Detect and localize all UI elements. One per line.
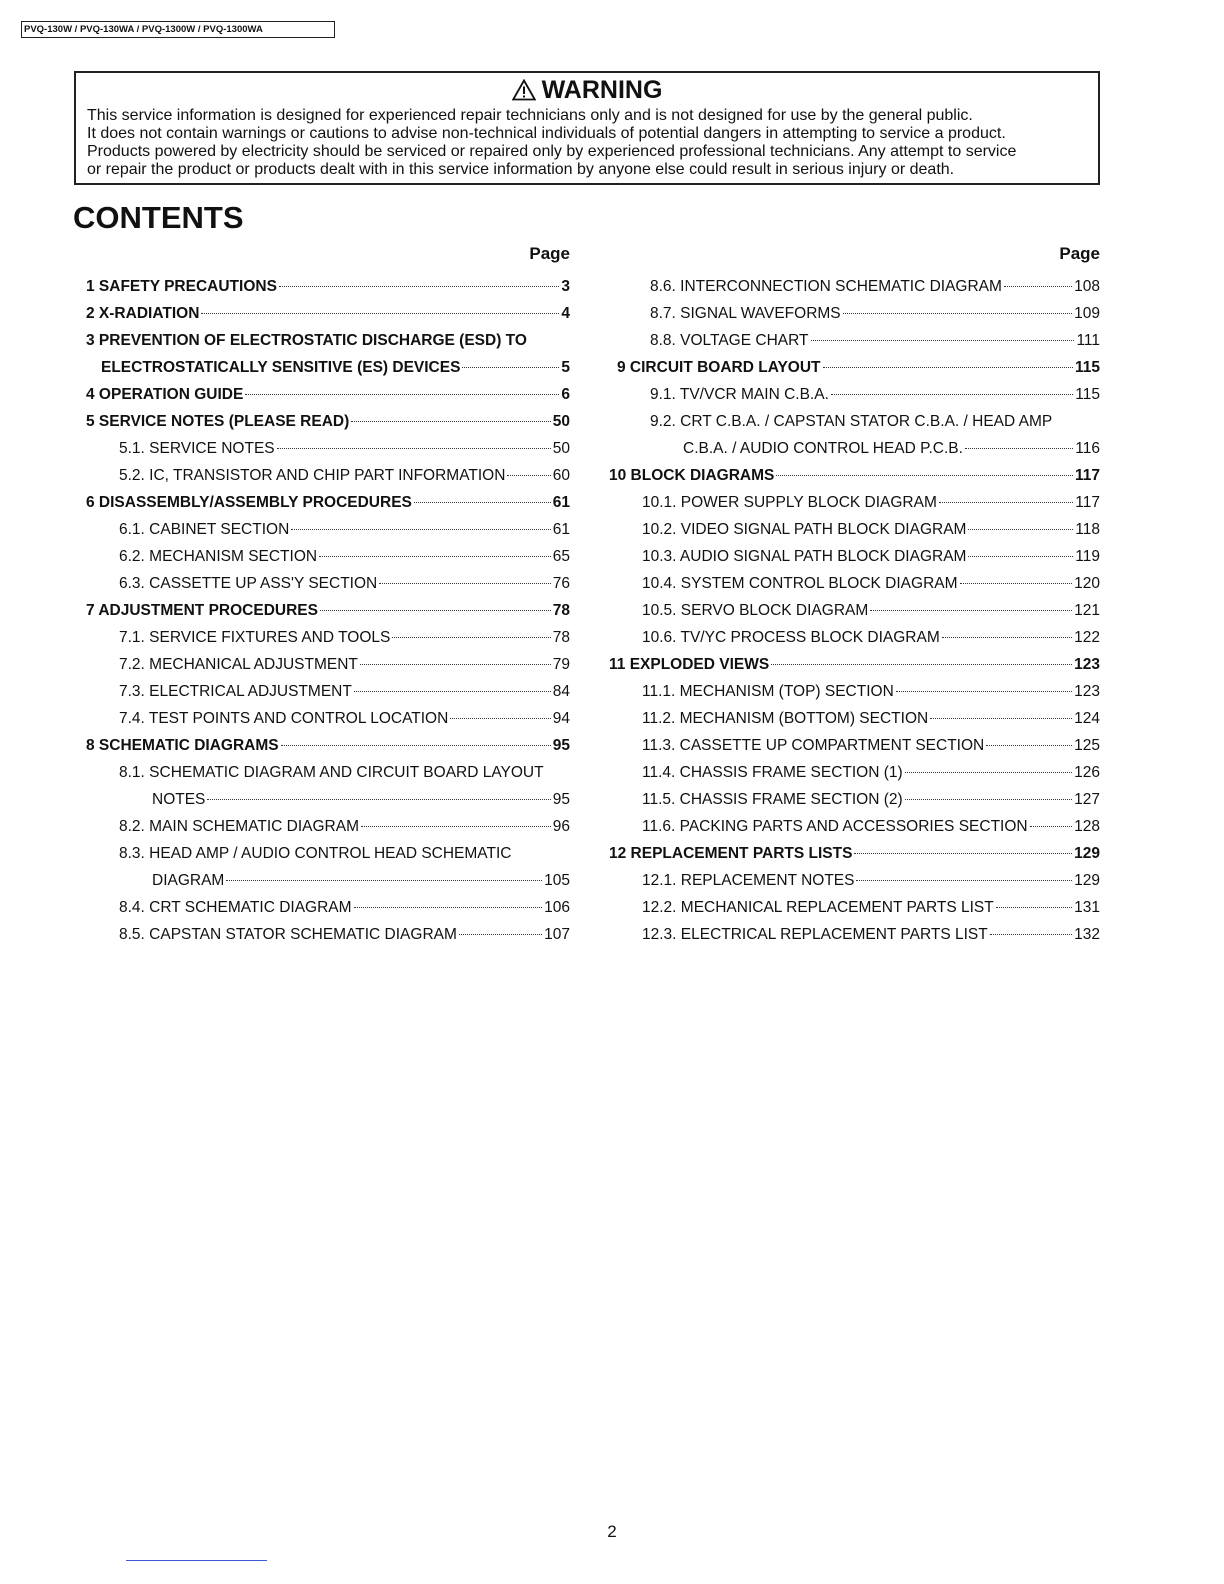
toc-entry-page: 123 — [1074, 656, 1100, 673]
toc-entry-page: 106 — [544, 899, 570, 916]
toc-leader-dots — [965, 448, 1073, 449]
toc-entry[interactable] — [152, 871, 570, 891]
toc-entry-page: 111 — [1076, 332, 1100, 349]
toc-entry-title: 8.3. HEAD AMP / AUDIO CONTROL HEAD SCHEMATIC — [119, 845, 512, 862]
toc-leader-dots — [207, 799, 550, 800]
toc-entry-title: 11.4. CHASSIS FRAME SECTION (1) — [642, 764, 903, 781]
toc-entry-title: 10 BLOCK DIAGRAMS — [609, 467, 775, 484]
toc-entry[interactable] — [86, 304, 570, 324]
toc-leader-dots — [201, 313, 559, 314]
toc-entry-page: 115 — [1075, 386, 1100, 403]
toc-entry[interactable] — [152, 790, 570, 810]
toc-entry[interactable] — [86, 385, 570, 405]
toc-entry[interactable] — [683, 439, 1100, 459]
toc-entry[interactable] — [101, 358, 570, 378]
toc-entry[interactable] — [119, 682, 570, 702]
toc-entry-title: 11 EXPLODED VIEWS — [609, 656, 770, 673]
toc-entry-title: 10.6. TV/YC PROCESS BLOCK DIAGRAM — [642, 629, 940, 646]
toc-leader-dots — [771, 664, 1072, 665]
toc-entry-page: 117 — [1075, 494, 1100, 511]
toc-entry-page: 84 — [552, 683, 570, 700]
toc-entry-page: 96 — [552, 818, 570, 835]
toc-entry-title: 7.3. ELECTRICAL ADJUSTMENT — [119, 683, 352, 700]
toc-entry-page: 50 — [552, 440, 570, 457]
toc-entry-title: 10.2. VIDEO SIGNAL PATH BLOCK DIAGRAM — [642, 521, 967, 538]
toc-leader-dots — [379, 583, 551, 584]
toc-entry[interactable] — [119, 763, 570, 783]
toc-entry[interactable] — [642, 790, 1100, 810]
toc-leader-dots — [905, 772, 1072, 773]
toc-entry-page: 117 — [1074, 467, 1100, 484]
toc-entry-title: 5.2. IC, TRANSISTOR AND CHIP PART INFORMATION — [119, 467, 506, 484]
toc-entry-title: 12 REPLACEMENT PARTS LISTS — [609, 845, 853, 862]
toc-entry-page: 123 — [1074, 683, 1100, 700]
toc-entry-title: 5 SERVICE NOTES (PLEASE READ) — [86, 413, 350, 430]
toc-entry-title: 11.2. MECHANISM (BOTTOM) SECTION — [642, 710, 929, 727]
toc-entry[interactable] — [650, 331, 1100, 351]
toc-entry-title: 8.8. VOLTAGE CHART — [650, 332, 809, 349]
toc-entry[interactable] — [86, 493, 570, 513]
page-number: 2 — [607, 1522, 617, 1541]
toc-entry-page: 61 — [552, 494, 570, 511]
toc-entry[interactable] — [609, 466, 1100, 486]
toc-entry-page: 6 — [561, 386, 570, 403]
toc-entry[interactable] — [642, 709, 1100, 729]
toc-leader-dots — [968, 529, 1073, 530]
toc-entry[interactable] — [86, 331, 570, 351]
toc-entry[interactable] — [609, 655, 1100, 675]
toc-leader-dots — [856, 880, 1072, 881]
warning-triangle-icon — [512, 79, 536, 101]
toc-entry[interactable] — [119, 628, 570, 648]
toc-entry-page: 94 — [552, 710, 570, 727]
toc-entry-page: 76 — [552, 575, 570, 592]
toc-entry-title: 11.1. MECHANISM (TOP) SECTION — [642, 683, 894, 700]
toc-entry-title: 12.2. MECHANICAL REPLACEMENT PARTS LIST — [642, 899, 994, 916]
toc-leader-dots — [360, 664, 551, 665]
toc-leader-dots — [968, 556, 1073, 557]
toc-entry-title: NOTES — [152, 791, 206, 808]
model-tag: PVQ-130W / PVQ-130WA / PVQ-1300W / PVQ-1300WA — [21, 21, 335, 38]
toc-entry-title: 10.1. POWER SUPPLY BLOCK DIAGRAM — [642, 494, 937, 511]
toc-entry[interactable] — [642, 520, 1100, 540]
toc-entry-page: 95 — [552, 737, 570, 754]
toc-leader-dots — [277, 448, 551, 449]
toc-entry[interactable] — [86, 412, 570, 432]
toc-entry-title: 7 ADJUSTMENT PROCEDURES — [86, 602, 318, 619]
toc-entry-title: 9.2. CRT C.B.A. / CAPSTAN STATOR C.B.A. / HEAD AMP — [650, 413, 1053, 430]
toc-entry[interactable] — [642, 574, 1100, 594]
toc-entry[interactable] — [642, 871, 1100, 891]
toc-entry-title: 8 SCHEMATIC DIAGRAMS — [86, 737, 279, 754]
toc-entry-page: 60 — [552, 467, 570, 484]
toc-entry[interactable] — [119, 655, 570, 675]
warning-line: This service information is designed for experienced repair technicians only and is not designed for use by the general public. — [87, 107, 973, 124]
toc-entry-title: 6 DISASSEMBLY/ASSEMBLY PROCEDURES — [86, 494, 412, 511]
toc-entry[interactable] — [642, 898, 1100, 918]
toc-entry[interactable] — [617, 358, 1100, 378]
toc-entry-page: 3 — [561, 278, 570, 295]
toc-entry-title: 12.3. ELECTRICAL REPLACEMENT PARTS LIST — [642, 926, 988, 943]
toc-entry-page: 120 — [1074, 575, 1100, 592]
toc-leader-dots — [361, 826, 551, 827]
toc-leader-dots — [843, 313, 1072, 314]
toc-entry-title: 6.1. CABINET SECTION — [119, 521, 290, 538]
toc-entry-title: 3 PREVENTION OF ELECTROSTATIC DISCHARGE (ESD) TO — [86, 332, 527, 349]
toc-entry-title: 7.1. SERVICE FIXTURES AND TOOLS — [119, 629, 391, 646]
toc-entry-page: 65 — [552, 548, 570, 565]
toc-entry[interactable] — [86, 601, 570, 621]
page-column-header-right: Page — [1059, 244, 1100, 263]
warning-title-text: WARNING — [541, 76, 663, 104]
toc-leader-dots — [414, 502, 551, 503]
toc-entry-page: 105 — [544, 872, 570, 889]
toc-entry[interactable] — [119, 466, 570, 486]
toc-leader-dots — [905, 799, 1072, 800]
toc-leader-dots — [392, 637, 550, 638]
toc-leader-dots — [450, 718, 550, 719]
toc-entry-page: 129 — [1074, 872, 1100, 889]
toc-entry-title: 8.1. SCHEMATIC DIAGRAM AND CIRCUIT BOARD LAYOUT — [119, 764, 544, 781]
toc-entry-page: 115 — [1074, 359, 1100, 376]
toc-entry-title: 8.6. INTERCONNECTION SCHEMATIC DIAGRAM — [650, 278, 1002, 295]
toc-leader-dots — [291, 529, 550, 530]
toc-entry[interactable] — [642, 547, 1100, 567]
toc-entry[interactable] — [650, 412, 1100, 432]
toc-entry-page: 109 — [1074, 305, 1100, 322]
toc-entry-title: 11.5. CHASSIS FRAME SECTION (2) — [642, 791, 903, 808]
toc-entry[interactable] — [650, 385, 1100, 405]
toc-entry-page: 121 — [1074, 602, 1100, 619]
warning-box — [74, 71, 1100, 185]
toc-entry[interactable] — [119, 574, 570, 594]
page-column-header-left: Page — [529, 244, 570, 263]
toc-entry-page: 4 — [561, 305, 570, 322]
toc-leader-dots — [996, 907, 1072, 908]
toc-entry-page: 128 — [1074, 818, 1100, 835]
toc-entry-page: 119 — [1075, 548, 1100, 565]
toc-leader-dots — [776, 475, 1073, 476]
toc-entry-page: 127 — [1074, 791, 1100, 808]
toc-entry-title: 12.1. REPLACEMENT NOTES — [642, 872, 855, 889]
toc-leader-dots — [459, 934, 542, 935]
toc-entry[interactable] — [642, 493, 1100, 513]
toc-entry-page: 5 — [561, 359, 570, 376]
toc-leader-dots — [831, 394, 1073, 395]
toc-entry-page: 122 — [1074, 629, 1100, 646]
toc-entry-title: 2 X-RADIATION — [86, 305, 200, 322]
toc-leader-dots — [462, 367, 559, 368]
toc-entry[interactable] — [119, 925, 570, 945]
warning-title — [76, 74, 1098, 106]
toc-entry[interactable] — [119, 520, 570, 540]
footer-link-underline — [126, 1560, 267, 1561]
toc-entry[interactable] — [650, 277, 1100, 297]
toc-leader-dots — [226, 880, 542, 881]
toc-entry-title: 7.2. MECHANICAL ADJUSTMENT — [119, 656, 358, 673]
toc-entry[interactable] — [642, 601, 1100, 621]
toc-entry-page: 132 — [1074, 926, 1100, 943]
toc-entry-title: 6.2. MECHANISM SECTION — [119, 548, 318, 565]
toc-entry-title: DIAGRAM — [152, 872, 225, 889]
toc-entry[interactable] — [119, 547, 570, 567]
toc-entry-title: 6.3. CASSETTE UP ASS'Y SECTION — [119, 575, 378, 592]
toc-entry[interactable] — [86, 277, 570, 297]
toc-entry-title: 8.5. CAPSTAN STATOR SCHEMATIC DIAGRAM — [119, 926, 457, 943]
toc-entry[interactable] — [86, 736, 570, 756]
toc-entry[interactable] — [642, 925, 1100, 945]
toc-entry-title: 8.2. MAIN SCHEMATIC DIAGRAM — [119, 818, 359, 835]
toc-entry-title: ELECTROSTATICALLY SENSITIVE (ES) DEVICES — [101, 359, 461, 376]
toc-entry[interactable] — [642, 817, 1100, 837]
toc-leader-dots — [896, 691, 1072, 692]
toc-leader-dots — [354, 907, 543, 908]
toc-leader-dots — [870, 610, 1072, 611]
toc-entry[interactable] — [119, 817, 570, 837]
toc-entry-title: 8.7. SIGNAL WAVEFORMS — [650, 305, 841, 322]
toc-entry-page: 116 — [1075, 440, 1100, 457]
toc-entry-title: 10.3. AUDIO SIGNAL PATH BLOCK DIAGRAM — [642, 548, 967, 565]
toc-entry-page: 125 — [1074, 737, 1100, 754]
toc-entry-title: 10.4. SYSTEM CONTROL BLOCK DIAGRAM — [642, 575, 958, 592]
toc-entry[interactable] — [642, 682, 1100, 702]
toc-entry-page: 79 — [552, 656, 570, 673]
toc-entry[interactable] — [609, 844, 1100, 864]
toc-leader-dots — [319, 556, 551, 557]
toc-leader-dots — [320, 610, 551, 611]
toc-entry-page: 78 — [552, 602, 570, 619]
toc-entry-title: 8.4. CRT SCHEMATIC DIAGRAM — [119, 899, 352, 916]
toc-leader-dots — [990, 934, 1072, 935]
toc-leader-dots — [930, 718, 1072, 719]
toc-entry[interactable] — [642, 628, 1100, 648]
contents-title: CONTENTS — [73, 200, 244, 235]
warning-line: or repair the product or products dealt with in this service information by anyone else could result in serious injury or death. — [87, 161, 955, 178]
toc-entry-title: 5.1. SERVICE NOTES — [119, 440, 275, 457]
toc-entry-title: 11.3. CASSETTE UP COMPARTMENT SECTION — [642, 737, 985, 754]
toc-entry-title: 1 SAFETY PRECAUTIONS — [86, 278, 277, 295]
toc-entry[interactable] — [119, 898, 570, 918]
toc-leader-dots — [351, 421, 550, 422]
toc-entry[interactable] — [642, 763, 1100, 783]
toc-entry-page: 61 — [552, 521, 570, 538]
toc-entry-page: 124 — [1074, 710, 1100, 727]
toc-leader-dots — [1004, 286, 1072, 287]
toc-entry-page: 108 — [1074, 278, 1100, 295]
toc-entry-page: 50 — [552, 413, 570, 430]
toc-entry-page: 78 — [552, 629, 570, 646]
toc-entry[interactable] — [650, 304, 1100, 324]
toc-entry[interactable] — [119, 709, 570, 729]
toc-entry-title: 4 OPERATION GUIDE — [86, 386, 244, 403]
warning-line: Products powered by electricity should be serviced or repaired only by experienced professional technicians. Any attempt to service — [87, 143, 1017, 160]
toc-leader-dots — [354, 691, 551, 692]
toc-entry[interactable] — [119, 439, 570, 459]
toc-leader-dots — [281, 745, 551, 746]
toc-entry-title: 9 CIRCUIT BOARD LAYOUT — [617, 359, 821, 376]
toc-leader-dots — [279, 286, 559, 287]
toc-entry-page: 95 — [552, 791, 570, 808]
toc-entry-page: 126 — [1074, 764, 1100, 781]
toc-entry-title: 9.1. TV/VCR MAIN C.B.A. — [650, 386, 829, 403]
toc-entry-page: 118 — [1075, 521, 1100, 538]
toc-entry-page: 131 — [1074, 899, 1100, 916]
toc-leader-dots — [854, 853, 1072, 854]
toc-leader-dots — [942, 637, 1072, 638]
toc-entry-page: 129 — [1074, 845, 1100, 862]
toc-entry-title: C.B.A. / AUDIO CONTROL HEAD P.C.B. — [683, 440, 963, 457]
toc-leader-dots — [1030, 826, 1073, 827]
toc-leader-dots — [986, 745, 1072, 746]
toc-entry[interactable] — [119, 844, 570, 864]
warning-line: It does not contain warnings or cautions to advise non-technical individuals of potential dangers in attempting to service a product. — [87, 125, 1006, 142]
toc-entry-title: 11.6. PACKING PARTS AND ACCESSORIES SECTION — [642, 818, 1028, 835]
toc-leader-dots — [245, 394, 559, 395]
toc-entry-title: 7.4. TEST POINTS AND CONTROL LOCATION — [119, 710, 449, 727]
toc-leader-dots — [811, 340, 1075, 341]
toc-leader-dots — [823, 367, 1073, 368]
toc-entry-page: 107 — [544, 926, 570, 943]
toc-leader-dots — [939, 502, 1073, 503]
toc-entry-title: 10.5. SERVO BLOCK DIAGRAM — [642, 602, 869, 619]
toc-leader-dots — [507, 475, 550, 476]
toc-entry[interactable] — [642, 736, 1100, 756]
toc-leader-dots — [960, 583, 1073, 584]
